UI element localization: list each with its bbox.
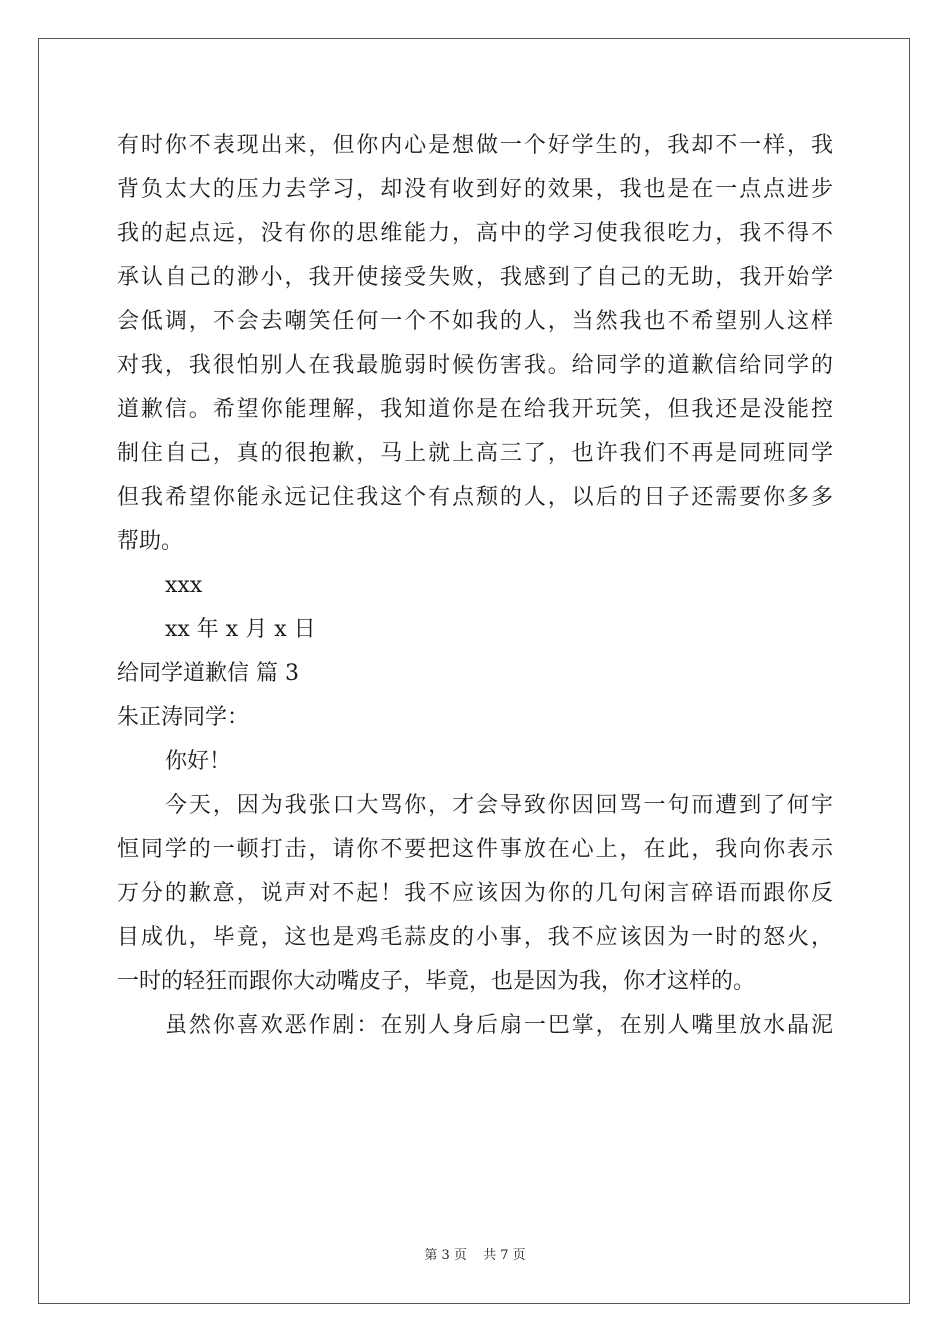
paragraph-line: 今天，因为我张口大骂你，才会导致你因回骂一句而遭到了何宇 [165, 793, 833, 818]
date: xx 年 x 月 x 日 [165, 617, 316, 642]
paragraph-line: 承认自己的渺小，我开使接受失败，我感到了自己的无助，我开始学 [117, 265, 833, 290]
paragraph-line: 有时你不表现出来，但你内心是想做一个好学生的，我却不一样，我 [117, 133, 833, 158]
paragraph-line: 万分的歉意，说声对不起！我不应该因为你的几句闲言碎语而跟你反 [117, 881, 833, 906]
paragraph-line: 帮助。 [117, 529, 184, 554]
salutation: 朱正涛同学： [117, 705, 250, 730]
page-number: 第 3 页 [424, 1248, 467, 1263]
paragraph-line: 我的起点远，没有你的思维能力，高中的学习使我很吃力，我不得不 [117, 221, 833, 246]
paragraph-line: 道歉信。希望你能理解，我知道你是在给我开玩笑，但我还是没能控 [117, 397, 833, 422]
paragraph-line: 会低调，不会去嘲笑任何一个不如我的人，当然我也不希望别人这样 [117, 309, 833, 334]
paragraph-line: 一时的轻狂而跟你大动嘴皮子，毕竟，也是因为我，你才这样的。 [117, 969, 756, 994]
paragraph-line: 目成仇，毕竟，这也是鸡毛蒜皮的小事，我不应该因为一时的怒火， [117, 925, 833, 950]
paragraph-line: 虽然你喜欢恶作剧：在别人身后扇一巴掌，在别人嘴里放水晶泥 [165, 1013, 833, 1038]
paragraph-line: 对我，我很怕别人在我最脆弱时候伤害我。给同学的道歉信给同学的 [117, 353, 833, 378]
paragraph-line: 背负太大的压力去学习，却没有收到好的效果，我也是在一点点进步 [117, 177, 833, 202]
signature: xxx [165, 573, 203, 598]
paragraph-line: 但我希望你能永远记住我这个有点颓的人，以后的日子还需要你多多 [117, 485, 833, 510]
paragraph-line: 制住自己，真的很抱歉，马上就上高三了，也许我们不再是同班同学 [117, 441, 833, 466]
section-title: 给同学道歉信 篇 3 [117, 661, 299, 686]
document-body [117, 124, 833, 1048]
greeting: 你好！ [165, 749, 232, 774]
page-footer [0, 1244, 950, 1263]
paragraph-line: 恒同学的一顿打击，请你不要把这件事放在心上，在此，我向你表示 [117, 837, 833, 862]
page-total: 共 7 页 [483, 1248, 526, 1263]
